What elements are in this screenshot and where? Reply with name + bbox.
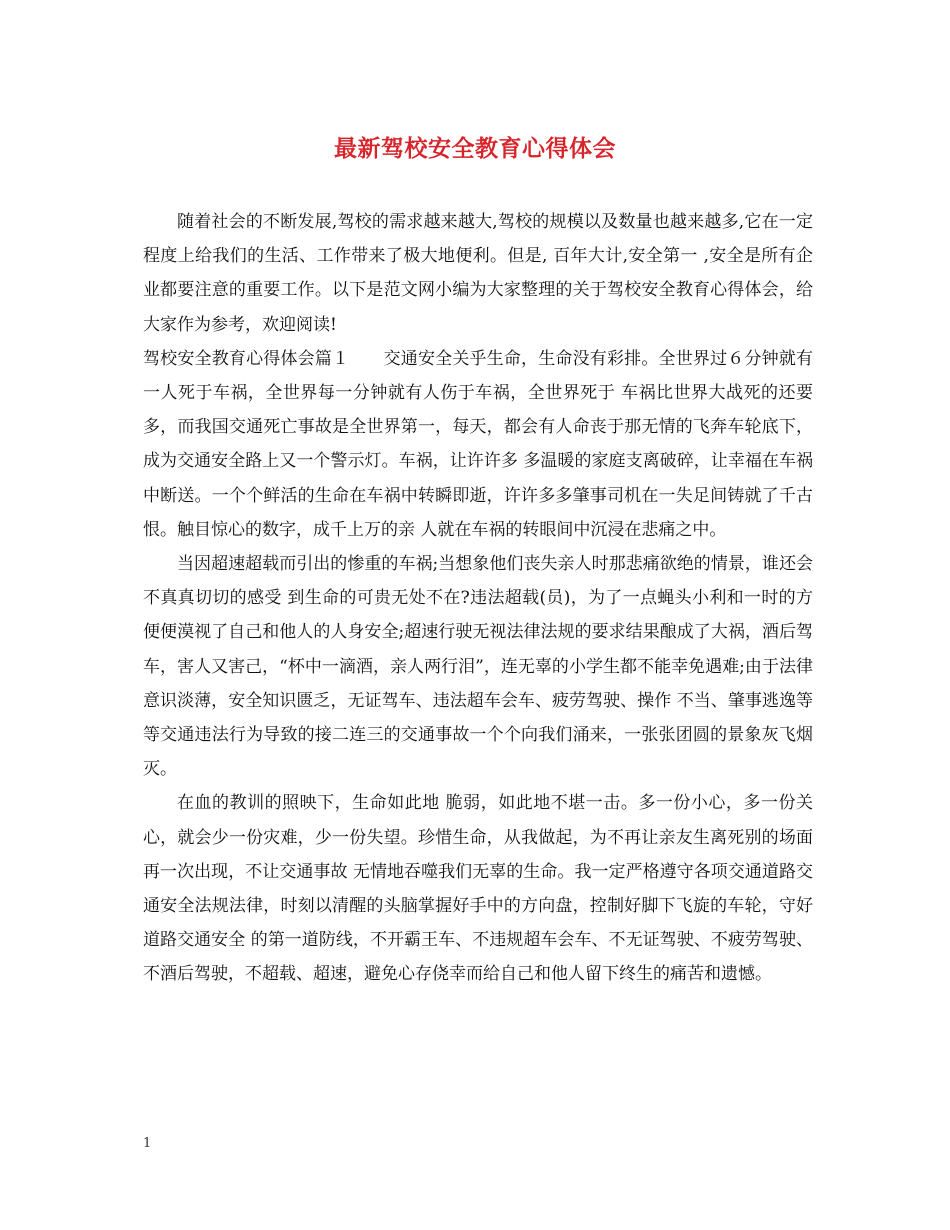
page-title: 最新驾校安全教育心得体会	[334, 135, 616, 162]
document-body	[143, 205, 813, 992]
body-paragraph: 当因超速超载而引出的惨重的车祸;当想象他们丧失亲人时那悲痛欲绝的情景，谁还会不真真切切的感受 到生命的可贵无处不在?违法超载(员)，为了一点蝇头小利和一时的方便便漠视了自己和他人的人身安全;超速行驶无视法律法规的要求结果酿成了大祸，酒后驾 车，害人又害己，“杯中一滴酒，亲人两行泪”，连无辜的小学生都不能幸免遇难;由于法律意识淡薄，安全知识匮乏，无证驾车、违法超车会车、疲劳驾驶、操作 不当、肇事逃逸等等交通违法行为导致的接二连三的交通事故一个个向我们涌来，一张张团圆的景象灰飞烟灭。	[143, 554, 813, 780]
intro-paragraph: 随着社会的不断发展,驾校的需求越来越大,驾校的规模以及数量也越来越多,它在一定程度上给我们的生活、工作带来了极大地便利。但是, 百年大计,安全第一 ,安全是所有企业都要注意的重要工作。以下是范文网小编为大家整理的关于驾校安全教育心得体会，给大家作为参考，欢迎阅读!	[143, 212, 813, 335]
page-number: 1	[143, 1136, 152, 1151]
body-paragraph: 在血的教训的照映下，生命如此地 脆弱，如此地不堪一击。多一份小心，多一份关心，就会少一份灾难，少一份失望。珍惜生命，从我做起，为不再让亲友生离死别的场面再一次出现，不让交通事故 无情地吞噬我们无辜的生命。我一定严格遵守各项交通道路交通安全法规法律，时刻以清醒的头脑掌握好手中的方向盘，控制好脚下飞旋的车轮，守好道路交通安全 的第一道防线，不开霸王车、不违规超车会车、不无证驾驶、不疲劳驾驶、不酒后驾驶，不超载、超速，避免心存侥幸而给自己和他人留下终生的痛苦和遗憾。	[143, 793, 813, 985]
section-paragraph: 驾校安全教育心得体会篇１ 交通安全关乎生命，生命没有彩排。全世界过６分钟就有一人死于车祸，全世界每一分钟就有人伤于车祸，全世界死于 车祸比世界大战死的还要多，而我国交通死亡事故是全世界第一，每天，都会有人命丧于那无情的飞奔车轮底下，成为交通安全路上又一个警示灯。车祸，让许许多 多温暖的家庭支离破碎，让幸福在车祸中断送。一个个鲜活的生命在车祸中转瞬即逝，许许多多肇事司机在一失足间铸就了千古恨。触目惊心的数字，成千上万的亲 人就在车祸的转眼间中沉浸在悲痛之中。	[143, 348, 813, 540]
